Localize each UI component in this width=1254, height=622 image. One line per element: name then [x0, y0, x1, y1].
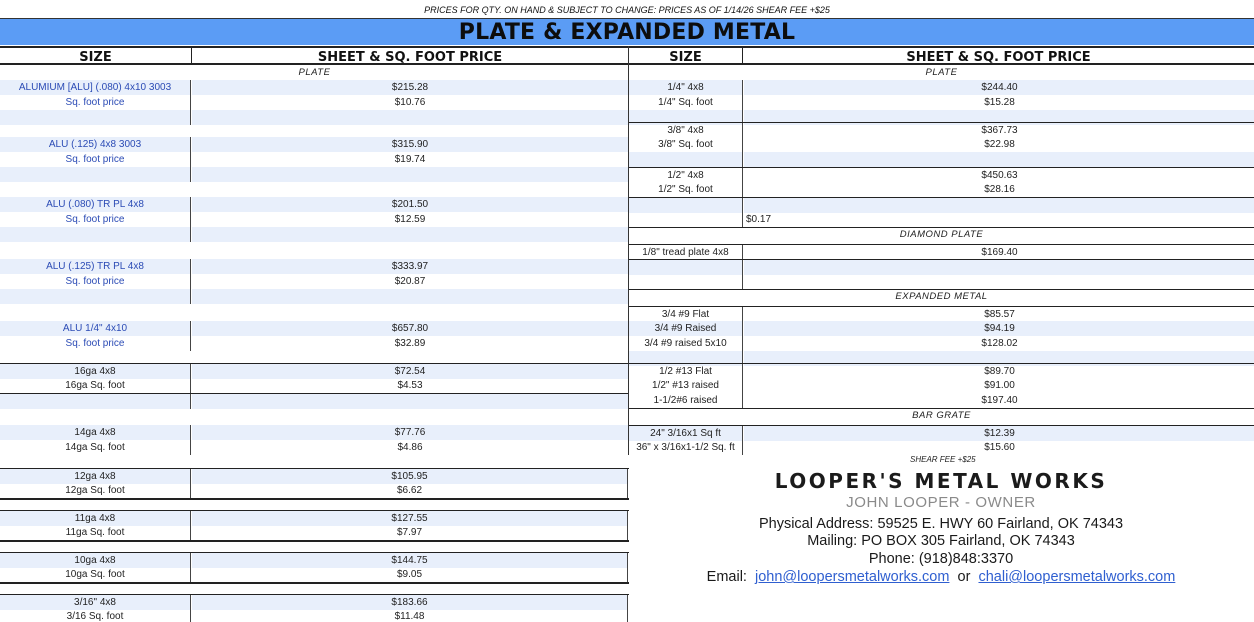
table-row — [0, 95, 629, 110]
table-row — [0, 567, 629, 582]
right-price-header: SHEET & SQ. FOOT PRICE — [743, 46, 1254, 65]
company-logo: LOOPER'S METAL WORKS — [774, 469, 1108, 493]
size-cell: 11ga Sq. foot — [0, 525, 191, 540]
size-cell: 1/2" Sq. foot — [629, 182, 743, 197]
size-cell: 16ga Sq. foot — [0, 378, 191, 393]
table-row — [629, 336, 1254, 351]
price-cell: $128.02 — [981, 338, 1018, 349]
size-cell — [629, 152, 743, 167]
size-cell: Sq. foot price — [0, 152, 191, 167]
owner-line: JOHN LOOPER - OWNER — [846, 494, 1036, 511]
table-row-blank — [0, 110, 629, 125]
price-cell: $105.95 — [192, 469, 628, 484]
contact-block — [628, 455, 1254, 622]
email-or: or — [957, 569, 971, 585]
table-row — [629, 95, 1254, 110]
size-cell — [629, 260, 743, 275]
table-row — [629, 212, 1254, 227]
size-cell: ALU (.080) TR PL 4x8 — [0, 197, 191, 212]
price-cell — [744, 260, 1254, 275]
size-cell: 12ga Sq. foot — [0, 483, 191, 498]
table-row — [629, 306, 1254, 321]
price-cell — [192, 394, 628, 409]
email-line — [628, 569, 1254, 585]
size-cell: 3/4 #9 Raised — [629, 321, 743, 336]
table-row — [629, 244, 1254, 259]
price-cell: $183.66 — [192, 595, 628, 610]
price-cell: $4.53 — [397, 380, 423, 391]
price-cell: $77.76 — [192, 425, 628, 440]
price-cell: $11.48 — [192, 609, 628, 622]
size-cell: ALUMIUM [ALU] (.080) 4x10 3003 — [0, 80, 191, 95]
table-row — [629, 440, 1254, 455]
table-row — [0, 212, 629, 227]
size-cell: 1/2" #13 raised — [629, 378, 743, 393]
price-cell: $15.28 — [984, 97, 1015, 108]
price-cell — [192, 167, 628, 182]
price-cell: $72.54 — [192, 364, 628, 379]
size-cell: 3/4 #9 raised 5x10 — [629, 336, 743, 351]
price-cell: $32.89 — [394, 338, 426, 349]
table-row — [629, 321, 1254, 336]
right-section-expanded: EXPANDED METAL — [629, 289, 1254, 303]
price-cell: $367.73 — [981, 125, 1018, 136]
size-cell: 1-1/2#6 raised — [629, 393, 743, 408]
table-row — [0, 510, 629, 525]
price-cell: $244.40 — [744, 80, 1254, 95]
size-cell: 10ga 4x8 — [0, 553, 191, 568]
size-cell: 3/16 Sq. foot — [0, 609, 191, 622]
row-border — [0, 498, 629, 500]
right-section-bar: BAR GRATE — [629, 408, 1254, 422]
table-row — [629, 167, 1254, 182]
phone-line: Phone: (918)848:3370 — [868, 551, 1014, 567]
size-cell — [629, 198, 743, 213]
price-cell: $333.97 — [192, 259, 628, 274]
right-section-plate: PLATE — [925, 67, 958, 78]
price-cell: $0.17 — [746, 214, 772, 225]
table-row-blank — [629, 259, 1254, 274]
price-cell — [744, 152, 1254, 167]
center-divider — [628, 46, 629, 455]
email-label: Email: — [706, 569, 747, 585]
row-border — [0, 582, 629, 584]
price-cell — [192, 110, 628, 125]
right-section-diamond: DIAMOND PLATE — [629, 227, 1254, 241]
table-row — [0, 321, 629, 336]
price-cell: $91.00 — [984, 380, 1015, 391]
table-row — [629, 363, 1254, 378]
left-size-header: SIZE — [0, 46, 192, 65]
price-cell: $28.16 — [984, 184, 1015, 195]
price-cell: $12.59 — [394, 214, 426, 225]
size-cell — [629, 274, 743, 289]
table-row — [0, 483, 629, 498]
price-cell: $215.28 — [192, 80, 628, 95]
size-cell — [0, 110, 191, 125]
table-row — [0, 336, 629, 351]
size-cell: 12ga 4x8 — [0, 469, 191, 484]
price-cell: $9.05 — [192, 567, 628, 582]
price-cell: $315.90 — [192, 137, 628, 152]
size-cell: 1/4" 4x8 — [629, 80, 743, 95]
table-row — [0, 525, 629, 540]
table-row — [629, 425, 1254, 440]
price-cell — [192, 227, 628, 242]
table-row — [0, 274, 629, 289]
price-cell: $19.74 — [394, 154, 426, 165]
right-size-header: SIZE — [629, 46, 743, 65]
size-cell: Sq. foot price — [0, 274, 191, 289]
table-row — [0, 594, 629, 609]
price-cell: $20.87 — [394, 276, 426, 287]
table-row — [0, 152, 629, 167]
size-cell: Sq. foot price — [0, 336, 191, 351]
table-row-blank — [629, 197, 1254, 212]
table-row — [0, 259, 629, 274]
size-cell — [0, 394, 191, 409]
mailing-address: Mailing: PO BOX 305 Fairland, OK 74343 — [807, 533, 1075, 549]
size-cell — [0, 167, 191, 182]
table-row — [0, 363, 629, 378]
table-row — [0, 137, 629, 152]
table-row — [629, 122, 1254, 137]
table-row — [0, 80, 629, 95]
physical-address: Physical Address: 59525 E. HWY 60 Fairland, OK 74343 — [758, 516, 1124, 532]
size-cell: Sq. foot price — [0, 212, 191, 227]
table-row-blank — [629, 152, 1254, 167]
price-cell — [744, 274, 1254, 289]
price-cell: $22.98 — [984, 139, 1015, 150]
price-cell: $6.62 — [192, 483, 628, 498]
size-cell: 1/8" tread plate 4x8 — [629, 245, 743, 260]
size-cell: 3/16" 4x8 — [0, 595, 191, 610]
table-row-blank — [0, 393, 629, 408]
price-cell: $201.50 — [192, 197, 628, 212]
page-title: PLATE & EXPANDED METAL — [458, 20, 796, 45]
size-cell — [0, 227, 191, 242]
table-row — [629, 80, 1254, 95]
price-cell: $197.40 — [981, 395, 1018, 406]
price-cell: $657.80 — [192, 321, 628, 336]
left-section-plate: PLATE — [298, 67, 331, 78]
size-cell — [0, 289, 191, 304]
title-banner — [0, 18, 1254, 45]
size-cell: ALU 1/4" 4x10 — [0, 321, 191, 336]
size-cell: 11ga 4x8 — [0, 511, 191, 526]
size-cell: 14ga Sq. foot — [0, 440, 191, 455]
table-row-blank — [0, 227, 629, 242]
size-cell: 1/2" 4x8 — [629, 168, 743, 183]
table-row — [0, 609, 629, 622]
price-cell: $127.55 — [192, 511, 628, 526]
shear-fee-note: SHEAR FEE +$25 — [910, 455, 976, 464]
table-row-blank — [629, 274, 1254, 289]
size-cell: Sq. foot price — [0, 95, 191, 110]
table-row — [629, 137, 1254, 152]
price-cell: $85.57 — [984, 309, 1015, 320]
table-row — [629, 393, 1254, 408]
table-row — [0, 378, 629, 393]
price-notice: PRICES FOR QTY. ON HAND & SUBJECT TO CHANGE: PRICES AS OF 1/14/26 SHEAR FEE +$25 — [424, 5, 830, 15]
table-row-blank — [0, 167, 629, 182]
table-row — [0, 468, 629, 483]
price-cell: $144.75 — [192, 553, 628, 568]
size-cell — [629, 212, 743, 227]
table-row — [0, 425, 629, 440]
left-price-header: SHEET & SQ. FOOT PRICE — [192, 46, 629, 65]
price-cell: $169.40 — [981, 247, 1018, 258]
size-cell: ALU (.125) 4x8 3003 — [0, 137, 191, 152]
price-cell: $7.97 — [192, 525, 628, 540]
size-cell: 16ga 4x8 — [0, 364, 191, 379]
size-cell: 1/4" Sq. foot — [629, 95, 743, 110]
table-row — [629, 378, 1254, 393]
table-row — [0, 197, 629, 212]
size-cell: 24" 3/16x1 Sq ft — [629, 426, 743, 441]
size-cell: 3/8" 4x8 — [629, 123, 743, 138]
table-row — [629, 182, 1254, 197]
size-cell: 10ga Sq. foot — [0, 567, 191, 582]
price-cell: $89.70 — [984, 366, 1015, 377]
price-cell: $12.39 — [744, 426, 1254, 441]
size-cell: 36" x 3/16x1-1/2 Sq. ft — [629, 440, 743, 455]
price-cell: $10.76 — [394, 97, 426, 108]
email-link-john[interactable]: john@loopersmetalworks.com — [755, 569, 950, 585]
email-link-chali[interactable]: chali@loopersmetalworks.com — [978, 569, 1176, 585]
size-cell: ALU (.125) TR PL 4x8 — [0, 259, 191, 274]
price-cell: $450.63 — [981, 170, 1018, 181]
price-cell: $94.19 — [744, 321, 1254, 336]
price-cell — [192, 289, 628, 304]
price-cell: $4.86 — [397, 442, 423, 453]
table-row-blank — [0, 289, 629, 304]
size-cell: 3/8" Sq. foot — [629, 137, 743, 152]
table-row — [0, 440, 629, 455]
price-cell: $15.60 — [984, 442, 1015, 453]
size-cell: 14ga 4x8 — [0, 425, 191, 440]
row-border — [0, 540, 629, 542]
size-cell: 1/2 #13 Flat — [629, 364, 743, 379]
size-cell: 3/4 #9 Flat — [629, 307, 743, 322]
table-row — [0, 552, 629, 567]
price-cell — [744, 198, 1254, 213]
